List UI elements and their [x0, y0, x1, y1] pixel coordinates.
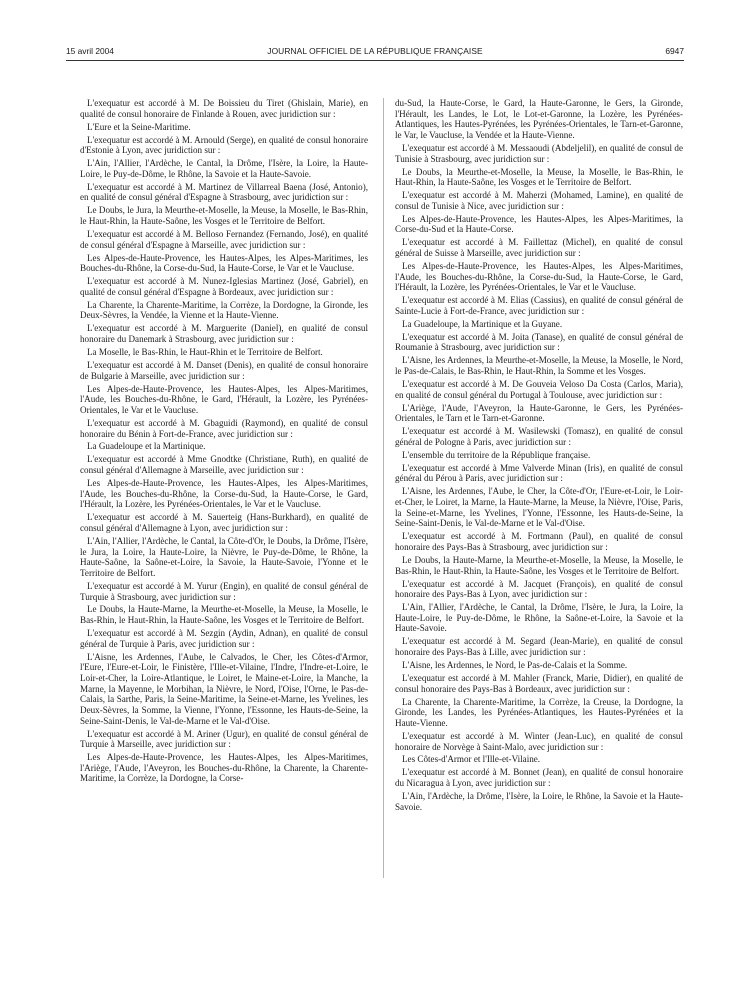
- journal-title: JOURNAL OFFICIEL DE LA RÉPUBLIQUE FRANÇAISE: [267, 46, 483, 56]
- paragraph: L'Aisne, les Ardennes, l'Aube, le Cher, la Côte-d'Or, l'Eure-et-Loir, le Loir-et-Cher, le Loiret, la Marne, la Haute-Marne, la Meuse, la Nièvre, l'Oise, Paris, la Seine-et-Marne, les Yvelines, l'Yonne, l'Essonne, les Hauts-de-Seine, la Seine-Saint-Denis, le Val-de-Marne et le Val-d'Oise.: [395, 486, 683, 529]
- paragraph: L'Ain, l'Allier, l'Ardèche, le Cantal, la Côte-d'Or, le Doubs, la Drôme, l'Isère, le Jura, la Loire, la Haute-Loire, la Nièvre, le Puy-de-Dôme, le Rhône, la Haute-Saône, la Saône-et-Loire, la Savoie, la Haute-Savoie, l'Yonne et le Territoire de Belfort.: [80, 535, 368, 578]
- paragraph: L'exequatur est accordé à M. Yurur (Engin), en qualité de consul général de Turquie à Strasbourg, avec juridiction sur :: [80, 580, 368, 602]
- paragraph: L'exequatur est accordé à M. Ariner (Ugur), en qualité de consul général de Turquie à Marseille, avec juridiction sur :: [80, 728, 368, 750]
- paragraph: L'Ain, l'Allier, l'Ardèche, le Cantal, la Drôme, l'Isère, la Loire, la Haute-Loire, le Puy-de-Dôme, le Rhône, la Savoie et la Haute-Savoie.: [80, 158, 368, 179]
- paragraph: L'Ariège, l'Aude, l'Aveyron, la Haute-Garonne, le Gers, les Pyrénées-Orientales, le Tarn et le Tarn-et-Garonne.: [395, 402, 683, 424]
- paragraph: L'exequatur est accordé à M. Fortmann (Paul), en qualité de consul honoraire des Pays-Bas à Strasbourg, avec juridiction sur :: [395, 531, 683, 552]
- paragraph: L'exequatur est accordé à M. Segard (Jean-Marie), en qualité de consul honoraire des Pays-Bas à Lille, avec juridiction sur :: [395, 636, 683, 658]
- paragraph: La Guadeloupe, la Martinique et la Guyane.: [402, 318, 563, 329]
- paragraph: L'exequatur est accordé à M. Faillettaz (Michel), en qualité de consul général de Suisse à Marseille, avec juridiction sur :: [395, 237, 683, 259]
- paragraph: Les Côtes-d'Armor et l'Ille-et-Vilaine.: [402, 754, 541, 765]
- paragraph: Le Doubs, la Haute-Marne, la Meurthe-et-Moselle, la Meuse, la Moselle, le Bas-Rhin, le Haut-Rhin, la Haute-Saône, les Vosges et le Territoire de Belfort.: [395, 554, 683, 576]
- header-date: 15 avril 2004: [66, 46, 114, 56]
- paragraph: Les Alpes-de-Haute-Provence, les Hautes-Alpes, les Alpes-Maritimes, la Corse-du-Sud et la Haute-Corse.: [395, 213, 683, 235]
- paragraph: L'exequatur est accordé à M. Joita (Tanase), en qualité de consul général de Roumanie à Strasbourg, avec juridiction sur :: [395, 331, 683, 353]
- paragraph: L'exequatur est accordé à M. Sezgin (Aydin, Adnan), en qualité de consul général de Turquie à Paris, avec juridiction sur :: [80, 628, 368, 649]
- paragraph: La Charente, la Charente-Maritime, la Corrèze, la Dordogne, la Gironde, les Deux-Sèvres, la Vendée, la Vienne et la Haute-Vienne.: [80, 299, 368, 321]
- paragraph: L'exequatur est accordé à M. Jacquet (François), en qualité de consul honoraire des Pays-Bas à Lyon, avec juridiction sur :: [395, 578, 683, 600]
- paragraph: Le Doubs, la Meurthe-et-Moselle, la Meuse, la Moselle, le Bas-Rhin, le Haut-Rhin, la Haute-Saône, les Vosges et le Territoire de Belfort.: [395, 166, 683, 188]
- paragraph: L'exequatur est accordé à M. Martinez de Villarreal Baena (José, Antonio), en qualité de consul général d'Espagne à Strasbourg, avec juridiction sur :: [80, 181, 368, 203]
- paragraph: L'ensemble du territoire de la République française.: [402, 449, 591, 460]
- paragraph: Les Alpes-de-Haute-Provence, les Hautes-Alpes, les Alpes-Maritimes, l'Aude, les Bouches-du-Rhône, la Corse-du-Sud, la Haute-Corse, le Gard, l'Hérault, la Lozère, les Pyrénées-Orientales, le Var et le Vaucluse.: [80, 478, 368, 510]
- page-number: 6947: [665, 46, 684, 56]
- paragraph: L'exequatur est accordé à M. Danset (Denis), en qualité de consul honoraire de Bulgarie à Marseille, avec juridiction sur :: [80, 360, 368, 381]
- page-header: [66, 46, 684, 58]
- paragraph: L'exequatur est accordé à M. Arnould (Serge), en qualité de consul honoraire d'Estonie à Lyon, avec juridiction sur :: [80, 134, 368, 156]
- paragraph: L'exequatur est accordé à M. Winter (Jean-Luc), en qualité de consul honoraire de Norvège à Saint-Malo, avec juridiction sur :: [395, 730, 683, 752]
- paragraph: La Charente, la Charente-Maritime, la Corrèze, la Creuse, la Dordogne, la Gironde, les Landes, les Pyrénées-Atlantiques, les Hautes-Pyrénées et la Haute-Vienne.: [395, 696, 683, 728]
- paragraph: L'exequatur est accordé à M. Marguerite (Daniel), en qualité de consul honoraire du Danemark à Strasbourg, avec juridiction sur :: [80, 323, 368, 345]
- header-rule: [66, 60, 684, 61]
- right-column: [395, 98, 683, 815]
- paragraph: L'Aisne, les Ardennes, la Meurthe-et-Moselle, la Meuse, la Moselle, le Nord, le Pas-de-Calais, le Bas-Rhin, le Haut-Rhin, la Somme et les Vosges.: [395, 355, 683, 377]
- paragraph: L'exequatur est accordé à M. Elias (Cassius), en qualité de consul général de Sainte-Lucie à Fort-de-France, avec juridiction sur :: [395, 295, 683, 316]
- paragraph: L'Aisne, les Ardennes, le Nord, le Pas-de-Calais et la Somme.: [402, 660, 628, 671]
- paragraph: L'Ain, l'Allier, l'Ardèche, le Cantal, la Drôme, l'Isère, le Jura, la Loire, la Haute-Loire, le Puy-de-Dôme, le Rhône, la Saône-et-Loire, la Savoie et la Haute-Savoie.: [395, 602, 683, 634]
- paragraph: L'Ain, l'Ardèche, la Drôme, l'Isère, la Loire, le Rhône, la Savoie et la Haute-Savoie.: [395, 791, 683, 812]
- paragraph: Le Doubs, la Haute-Marne, la Meurthe-et-Moselle, la Meuse, la Moselle, le Bas-Rhin, le Haut-Rhin, la Haute-Saône, les Vosges et le Territoire de Belfort.: [80, 604, 368, 626]
- paragraph: L'exequatur est accordé à M. Wasilewski (Tomasz), en qualité de consul général de Pologne à Paris, avec juridiction sur :: [395, 426, 683, 447]
- paragraph: L'exequatur est accordé à M. Mahler (Franck, Marie, Didier), en qualité de consul honoraire des Pays-Bas à Bordeaux, avec juridiction sur :: [395, 672, 683, 694]
- paragraph: du-Sud, la Haute-Corse, le Gard, la Haute-Garonne, le Gers, la Gironde, l'Hérault, les Landes, le Lot, le Lot-et-Garonne, la Lozère, les Pyrénées-Atlantiques, les Hautes-Pyrénées, les Pyrénées-Orientales, le Tarn-et-Garonne, le Var, le Vaucluse, la Vendée et la Haute-Vienne.: [395, 98, 683, 140]
- paragraph: L'exequatur est accordé à Mme Gnodtke (Christiane, Ruth), en qualité de consul général d'Allemagne à Marseille, avec juridiction sur :: [80, 454, 368, 476]
- paragraph: Les Alpes-de-Haute-Provence, les Hautes-Alpes, les Alpes-Maritimes, l'Ariège, l'Aude, l'Aveyron, les Bouches-du-Rhône, la Charente, la Charente-Maritime, la Corrèze, la Dordogne, la Corse-: [80, 752, 368, 784]
- paragraph: Les Alpes-de-Haute-Provence, les Hautes-Alpes, les Alpes-Maritimes, les Bouches-du-Rhône, la Corse-du-Sud, la Haute-Corse, le Var et le Vaucluse.: [80, 252, 368, 274]
- column-divider: [383, 98, 384, 878]
- paragraph: L'exequatur est accordé à M. Belloso Fernandez (Fernando, José), en qualité de consul général d'Espagne à Marseille, avec juridiction sur :: [80, 229, 368, 250]
- paragraph: L'exequatur est accordé à M. Gbaguidi (Raymond), en qualité de consul honoraire du Bénin à Fort-de-France, avec juridiction sur :: [80, 417, 368, 439]
- paragraph: Les Alpes-de-Haute-Provence, les Hautes-Alpes, les Alpes-Maritimes, l'Aude, les Bouches-du-Rhône, le Gard, l'Hérault, la Lozère, les Pyrénées-Orientales, le Var et le Vaucluse.: [80, 383, 368, 415]
- paragraph: L'Aisne, les Ardennes, l'Aube, le Calvados, le Cher, les Côtes-d'Armor, l'Eure, l'Eure-et-Loir, le Finistère, l'Ille-et-Vilaine, l'Indre, l'Indre-et-Loire, le Loir-et-Cher, la Loire-Atlantique, le Loiret, le Maine-et-Loire, la Manche, la Marne, la Mayenne, le Morbihan, la Nièvre, le Nord, l'Oise, l'Orne, le Pas-de-Calais, la Sarthe, Paris, la Seine-Maritime, la Seine-et-Marne, les Yvelines, les Deux-Sèvres, la Somme, la Vienne, l'Yonne, l'Essonne, les Hauts-de-Seine, la Seine-Saint-Denis, le Val-de-Marne et le Val-d'Oise.: [80, 651, 368, 726]
- paragraph: L'Eure et la Seine-Maritime.: [87, 121, 191, 132]
- paragraph: Les Alpes-de-Haute-Provence, les Hautes-Alpes, les Alpes-Maritimes, l'Aude, les Bouches-du-Rhône, la Corse-du-Sud, la Haute-Corse, le Gard, l'Hérault, la Lozère, les Pyrénées-Orientales, le Var et le Vaucluse.: [395, 260, 683, 293]
- paragraph: L'exequatur est accordé à M. De Boissieu du Tiret (Ghislain, Marie), en qualité de consul honoraire de Finlande à Rouen, avec juridiction sur :: [80, 98, 368, 119]
- left-column: [80, 98, 368, 786]
- paragraph: La Moselle, le Bas-Rhin, le Haut-Rhin et le Territoire de Belfort.: [87, 347, 323, 358]
- paragraph: L'exequatur est accordé à M. Maherzi (Mohamed, Lamine), en qualité de consul de Tunisie à Nice, avec juridiction sur :: [395, 190, 683, 211]
- paragraph: L'exequatur est accordé à M. Nunez-Iglesias Martinez (José, Gabriel), en qualité de consul général d'Espagne à Bordeaux, avec juridiction sur :: [80, 276, 368, 297]
- paragraph: L'exequatur est accordé à M. Sauerteig (Hans-Burkhard), en qualité de consul général d'Allemagne à Lyon, avec juridiction sur :: [80, 512, 368, 533]
- paragraph: L'exequatur est accordé à M. De Gouveia Veloso Da Costa (Carlos, Maria), en qualité de consul général du Portugal à Toulouse, avec juridiction sur :: [395, 379, 683, 400]
- paragraph: Le Doubs, le Jura, la Meurthe-et-Moselle, la Meuse, la Moselle, le Bas-Rhin, le Haut-Rhin, la Haute-Saône, les Vosges et le Territoire de Belfort.: [80, 205, 368, 227]
- paragraph: L'exequatur est accordé à Mme Valverde Minan (Iris), en qualité de consul général du Pérou à Paris, avec juridiction sur :: [395, 462, 683, 484]
- paragraph: L'exequatur est accordé à M. Bonnet (Jean), en qualité de consul honoraire du Nicaragua à Lyon, avec juridiction sur :: [395, 767, 683, 789]
- paragraph: La Guadeloupe et la Martinique.: [87, 441, 206, 452]
- paragraph: L'exequatur est accordé à M. Messaoudi (Abdeljelil), en qualité de consul de Tunisie à Strasbourg, avec juridiction sur :: [395, 142, 683, 164]
